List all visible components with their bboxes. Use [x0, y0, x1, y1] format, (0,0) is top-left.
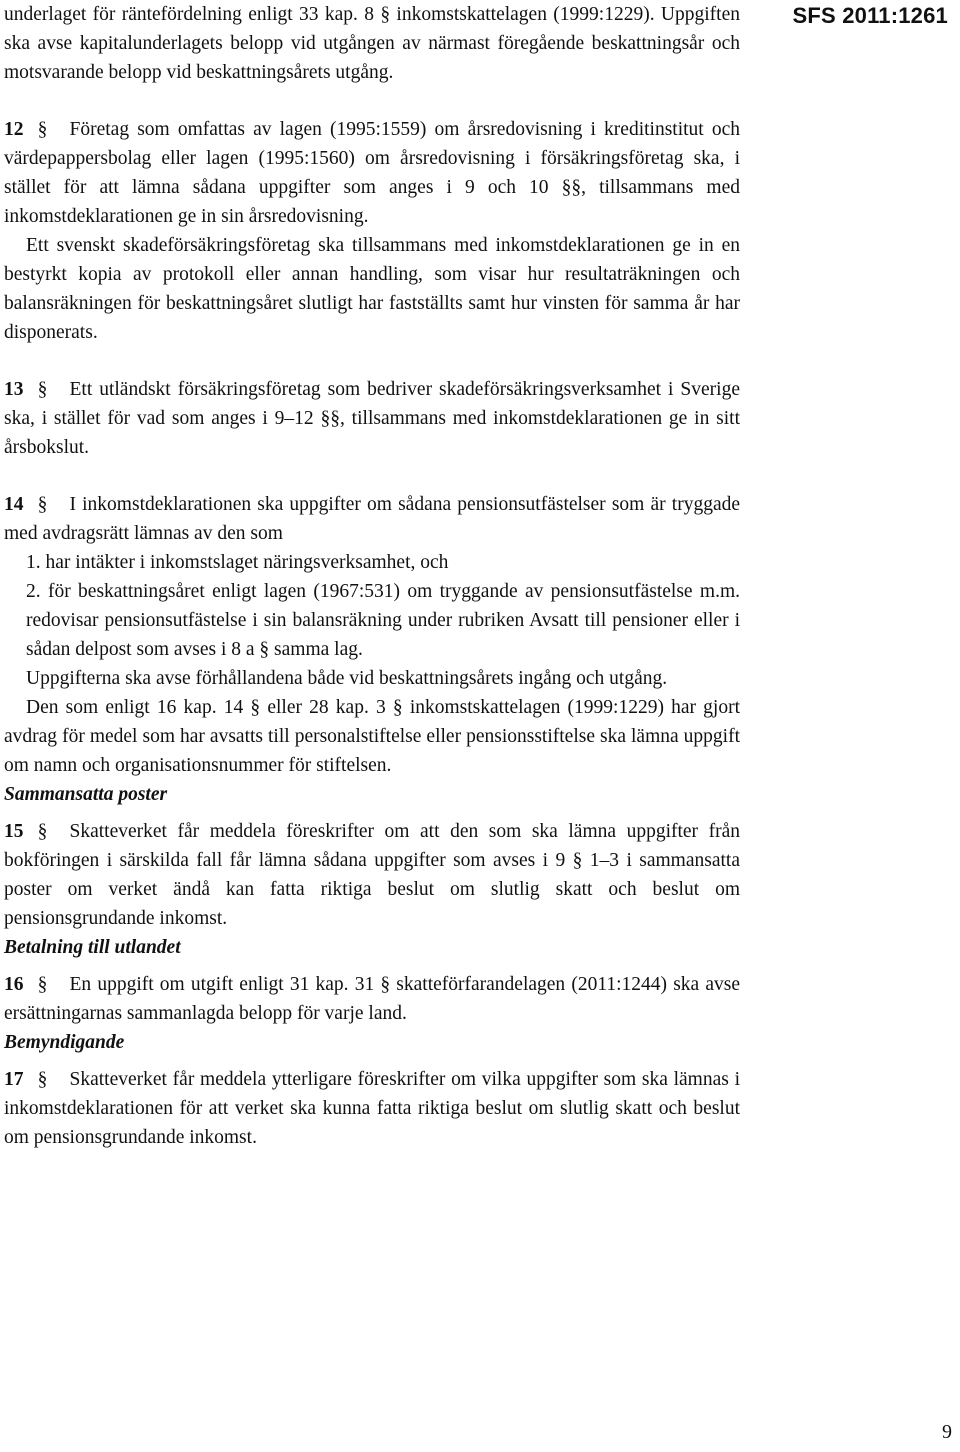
section-12-number: 12	[4, 119, 24, 140]
section-15-paragraph	[4, 817, 740, 933]
section-14-paragraph-3: Uppgifterna ska avse förhållandena både vid beskattningsårets ingång och utgång.	[26, 668, 668, 689]
section-17-paragraph	[4, 1065, 740, 1152]
section-13-paragraph	[4, 375, 740, 462]
section-14-intro-text: I inkomstdeklarationen ska uppgifter om sådana pensionsutfästelser som är tryggade med avdragsrätt lämnas av den som	[4, 494, 740, 544]
section-12-paragraph-1	[4, 115, 740, 231]
section-16-text: En uppgift om utgift enligt 31 kap. 31 § skatteförfarandelagen (2011:1244) ska avse ersättningarnas sammanlagda belopp för varje land.	[4, 974, 740, 1024]
section-symbol: §	[37, 379, 48, 400]
section-13-text: Ett utländskt försäkringsföretag som bedriver skadeförsäkringsverksamhet i Sverige ska, i stället för vad som anges i 9–12 §§, tillsammans med inkomstdeklarationen ge in sitt årsbokslut.	[4, 379, 740, 458]
section-symbol: §	[37, 119, 48, 140]
section-12-paragraph-2: Ett svenskt skadeförsäkringsföretag ska tillsammans med inkomstdeklarationen ge in en bestyrkt kopia av protokoll eller annan handling, som visar hur resultaträkningen och balansräkningen för beskattningsåret slutligt har fastställts samt hur vinsten för samma år har disponerats.	[4, 235, 740, 343]
intro-paragraph: underlaget för räntefördelning enligt 33 kap. 8 § inkomstskattelagen (1999:1229). Uppgiften ska avse kapitalunderlagets belopp vid utgången av närmast föregående beskattningsår och motsvarande belopp vid beskattningsårets utgång.	[4, 4, 740, 83]
section-14-intro	[4, 490, 740, 548]
section-17-number: 17	[4, 1069, 24, 1090]
heading-sammansatta-poster: Sammansatta poster	[4, 784, 168, 805]
heading-bemyndigande: Bemyndigande	[4, 1032, 125, 1053]
section-14-number: 14	[4, 494, 24, 515]
section-symbol: §	[37, 1069, 48, 1090]
section-16-number: 16	[4, 974, 24, 995]
section-12-text: Företag som omfattas av lagen (1995:1559) om årsredovisning i kreditinstitut och värdepappersbolag eller lagen (1995:1560) om årsredovisning i försäkringsföretag ska, i stället för att lämna sådana uppgifter som anges i 9 och 10 §§, tillsammans med inkomstdeklarationen ge in sin årsredovisning.	[4, 119, 740, 227]
section-symbol: §	[37, 821, 48, 842]
heading-betalning-till-utlandet: Betalning till utlandet	[4, 937, 181, 958]
section-symbol: §	[37, 494, 48, 515]
statute-number: SFS 2011:1261	[792, 3, 948, 28]
section-14-list-item-2: 2. för beskattningsåret enligt lagen (1967:531) om tryggande av pensionsutfästelse m.m. redovisar pensionsutfästelse i sin balansräkning under rubriken Avsatt till pensioner eller i sådan delpost som avses i 8 a § samma lag.	[26, 581, 740, 660]
section-14-paragraph-4: Den som enligt 16 kap. 14 § eller 28 kap. 3 § inkomstskattelagen (1999:1229) har gjort avdrag för medel som har avsatts till personalstiftelse eller pensionsstiftelse ska lämna uppgift om namn och organisationsnummer för stiftelsen.	[4, 697, 740, 776]
section-14-list-item-1: 1. har intäkter i inkomstslaget näringsverksamhet, och	[26, 552, 449, 573]
section-16-paragraph	[4, 970, 740, 1028]
section-symbol: §	[37, 974, 48, 995]
document-body	[4, 0, 740, 1152]
page-number: 9	[942, 1421, 952, 1443]
section-13-number: 13	[4, 379, 24, 400]
section-17-text: Skatteverket får meddela ytterligare föreskrifter om vilka uppgifter som ska lämnas i inkomstdeklarationen för att verket ska kunna fatta riktiga beslut om slutlig skatt och beslut om pensionsgrundande inkomst.	[4, 1069, 740, 1148]
section-15-text: Skatteverket får meddela föreskrifter om att den som ska lämna uppgifter från bokföringen i särskilda fall får lämna sådana uppgifter som avses i 9 § 1–3 i sammansatta poster om verket ändå kan fatta riktiga beslut om slutlig skatt och beslut om pensionsgrundande inkomst.	[4, 821, 740, 929]
section-15-number: 15	[4, 821, 24, 842]
